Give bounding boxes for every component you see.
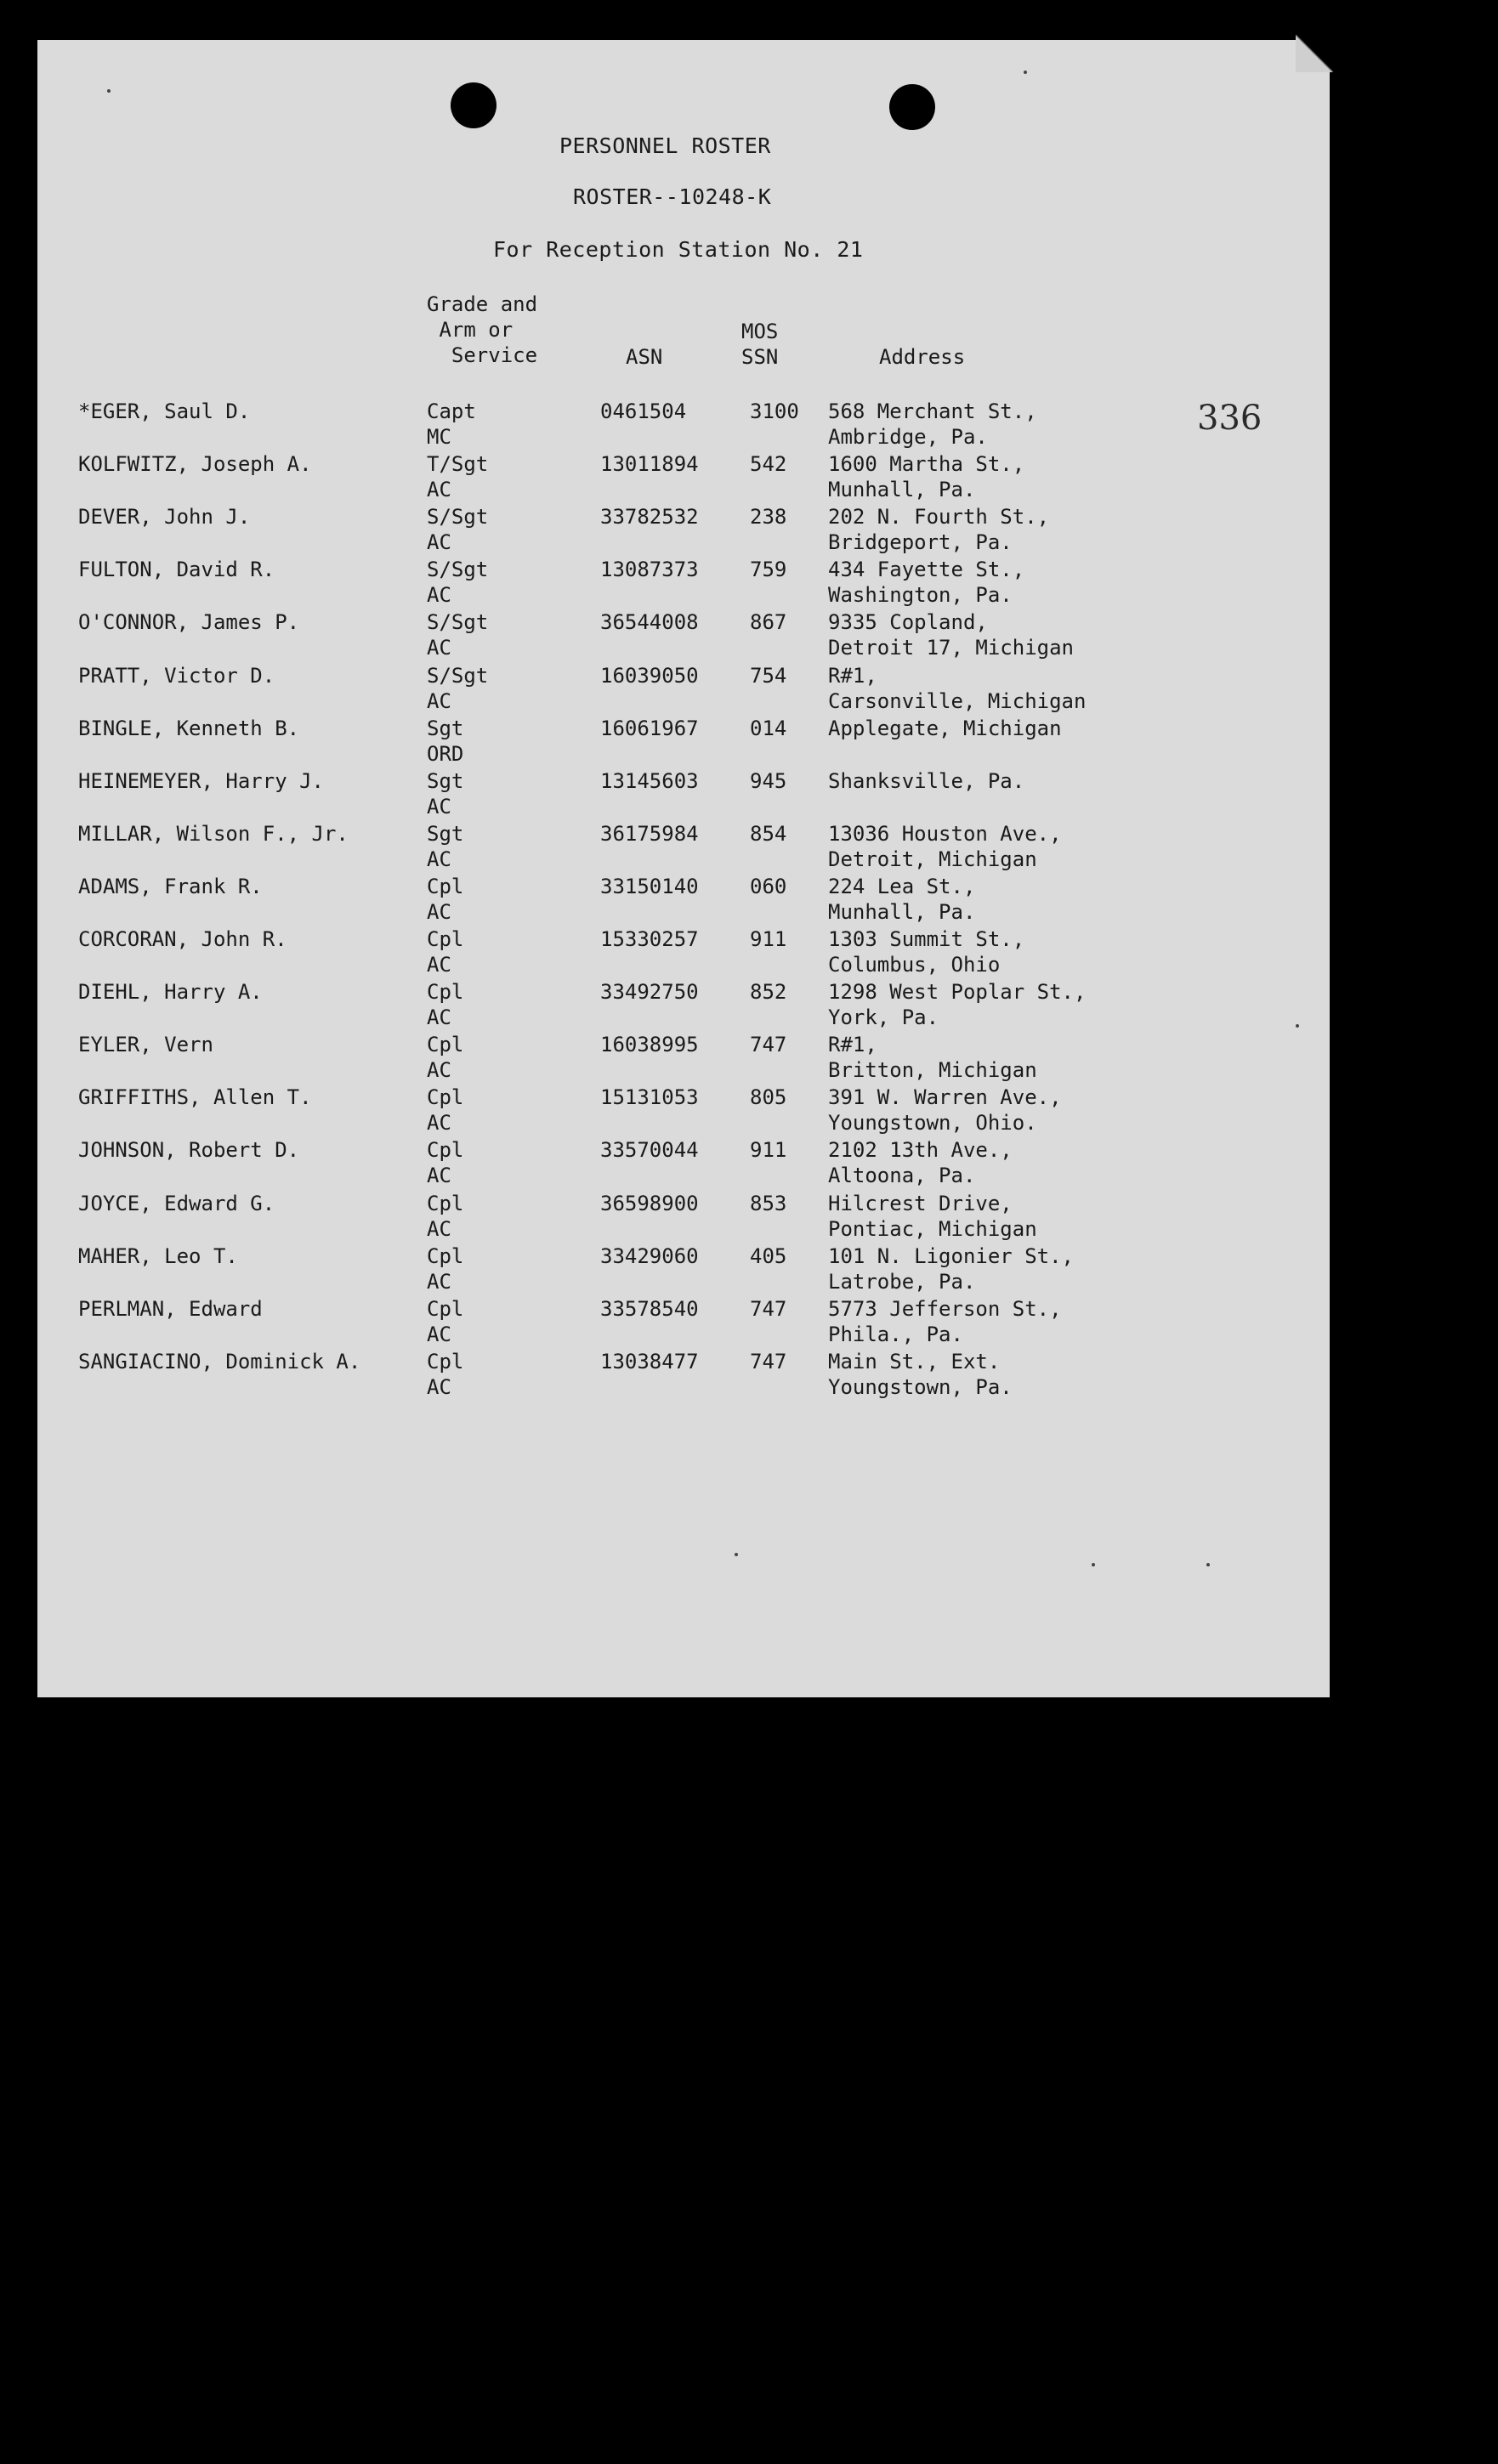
member-address-line1: 202 N. Fourth St., (828, 505, 1050, 530)
table-row (37, 1137, 1330, 1190)
member-address-line1: 5773 Jefferson St., (828, 1296, 1062, 1321)
member-name: BINGLE, Kenneth B. (78, 716, 300, 740)
member-grade: Cpl (427, 1085, 464, 1110)
member-address-line1: Applegate, Michigan (828, 716, 1062, 740)
member-grade: Sgt (427, 821, 464, 846)
member-address-line2: Columbus, Ohio (828, 953, 1001, 977)
member-ssn: 854 (750, 821, 787, 846)
member-address-line1: Hilcrest Drive, (828, 1191, 1013, 1215)
member-asn: 16061967 (600, 716, 699, 740)
table-row (37, 768, 1330, 821)
member-ssn: 747 (750, 1349, 787, 1374)
member-ssn: 747 (750, 1033, 787, 1057)
member-grade: T/Sgt (427, 452, 489, 477)
member-name: PRATT, Victor D. (78, 663, 275, 688)
member-address-line2: Munhall, Pa. (828, 478, 976, 502)
table-row (37, 557, 1330, 609)
member-ssn: 853 (750, 1191, 787, 1215)
member-name: MAHER, Leo T. (78, 1243, 238, 1268)
folded-corner (1296, 35, 1333, 72)
member-asn: 36544008 (600, 610, 699, 635)
member-grade: Cpl (427, 874, 464, 898)
table-row (37, 874, 1330, 926)
member-address-line2: Detroit, Michigan (828, 847, 1037, 871)
member-ssn: 747 (750, 1296, 787, 1321)
member-grade: S/Sgt (427, 558, 489, 582)
table-row (37, 504, 1330, 557)
document-title: PERSONNEL ROSTER (559, 133, 771, 158)
table-row (37, 1243, 1330, 1296)
member-name: HEINEMEYER, Harry J. (78, 768, 324, 793)
member-ssn: 945 (750, 768, 787, 793)
member-address-line2: Ambridge, Pa. (828, 425, 988, 449)
member-ssn: 3100 (750, 399, 799, 423)
member-grade: Sgt (427, 768, 464, 793)
roster-number: ROSTER--10248-K (573, 184, 772, 209)
member-asn: 13087373 (600, 558, 699, 582)
member-name: JOHNSON, Robert D. (78, 1138, 300, 1163)
member-asn: 33492750 (600, 980, 699, 1005)
table-row (37, 1085, 1330, 1137)
member-arm-service: AC (427, 899, 451, 924)
table-row (37, 716, 1330, 768)
member-arm-service: AC (427, 1005, 451, 1030)
member-address-line1: 1298 West Poplar St., (828, 980, 1087, 1005)
member-name: DEVER, John J. (78, 505, 251, 530)
member-address-line1: 2102 13th Ave., (828, 1138, 1013, 1163)
page-number: 336 (1197, 399, 1263, 438)
member-address-line2: Munhall, Pa. (828, 899, 976, 924)
member-address-line2: Youngstown, Pa. (828, 1374, 1013, 1399)
member-arm-service: AC (427, 1322, 451, 1346)
column-header-asn: ASN (626, 345, 663, 369)
member-ssn: 754 (750, 663, 787, 688)
member-name: SANGIACINO, Dominick A. (78, 1349, 361, 1374)
member-address-line2: Carsonville, Michigan (828, 688, 1087, 713)
member-name: MILLAR, Wilson F., Jr. (78, 821, 349, 846)
member-asn: 13011894 (600, 452, 699, 477)
member-grade: S/Sgt (427, 610, 489, 635)
member-ssn: 759 (750, 558, 787, 582)
member-address-line2: Washington, Pa. (828, 583, 1013, 608)
member-ssn: 867 (750, 610, 787, 635)
member-address-line1: 434 Fayette St., (828, 558, 1025, 582)
member-grade: Cpl (427, 1243, 464, 1268)
member-grade: Cpl (427, 1138, 464, 1163)
table-row (37, 609, 1330, 662)
member-arm-service: AC (427, 1216, 451, 1241)
member-address-line1: 224 Lea St., (828, 874, 976, 898)
member-grade: Cpl (427, 1033, 464, 1057)
member-address-line1: 101 N. Ligonier St., (828, 1243, 1074, 1268)
member-ssn: 805 (750, 1085, 787, 1110)
roster-sheet (37, 40, 1330, 1697)
member-grade: Cpl (427, 1296, 464, 1321)
member-ssn: 060 (750, 874, 787, 898)
member-grade: S/Sgt (427, 505, 489, 530)
member-grade: Cpl (427, 1191, 464, 1215)
column-header-mos-ssn: MOS SSN (741, 320, 779, 369)
member-asn: 15131053 (600, 1085, 699, 1110)
member-address-line2: Detroit 17, Michigan (828, 636, 1074, 660)
member-address-line1: Main St., Ext. (828, 1349, 1001, 1374)
member-ssn: 014 (750, 716, 787, 740)
member-asn: 15330257 (600, 927, 699, 951)
member-arm-service: ORD (427, 741, 464, 766)
column-header-address: Address (879, 345, 966, 369)
member-asn: 33150140 (600, 874, 699, 898)
member-asn: 13145603 (600, 768, 699, 793)
member-address-line1: R#1, (828, 663, 877, 688)
member-arm-service: AC (427, 1058, 451, 1083)
table-row (37, 1191, 1330, 1243)
member-arm-service: AC (427, 636, 451, 660)
member-address-line1: 1600 Martha St., (828, 452, 1025, 477)
member-name: EYLER, Vern (78, 1033, 213, 1057)
member-name: FULTON, David R. (78, 558, 275, 582)
table-row (37, 1032, 1330, 1085)
member-arm-service: AC (427, 478, 451, 502)
member-grade: Cpl (427, 927, 464, 951)
member-address-line1: 568 Merchant St., (828, 399, 1037, 423)
member-name: ADAMS, Frank R. (78, 874, 263, 898)
member-arm-service: AC (427, 1111, 451, 1136)
member-address-line1: Shanksville, Pa. (828, 768, 1025, 793)
member-arm-service: AC (427, 583, 451, 608)
member-address-line2: Phila., Pa. (828, 1322, 963, 1346)
member-asn: 33429060 (600, 1243, 699, 1268)
member-arm-service: AC (427, 1269, 451, 1294)
member-ssn: 542 (750, 452, 787, 477)
member-address-line2: Britton, Michigan (828, 1058, 1037, 1083)
member-name: PERLMAN, Edward (78, 1296, 263, 1321)
member-address-line1: 9335 Copland, (828, 610, 988, 635)
member-ssn: 911 (750, 927, 787, 951)
member-address-line2: Bridgeport, Pa. (828, 530, 1013, 555)
member-asn: 33570044 (600, 1138, 699, 1163)
column-header-grade: Grade and Arm or Service (427, 292, 538, 367)
member-address-line1: 1303 Summit St., (828, 927, 1025, 951)
member-address-line2: Latrobe, Pa. (828, 1269, 976, 1294)
punch-hole-right (889, 84, 935, 130)
table-row (37, 451, 1330, 504)
member-asn: 0461504 (600, 399, 687, 423)
table-row (37, 926, 1330, 979)
member-name: *EGER, Saul D. (78, 399, 251, 423)
member-arm-service: AC (427, 530, 451, 555)
member-address-line2: York, Pa. (828, 1005, 939, 1030)
member-arm-service: AC (427, 794, 451, 819)
punch-hole-left (451, 82, 496, 128)
member-asn: 36598900 (600, 1191, 699, 1215)
member-ssn: 405 (750, 1243, 787, 1268)
member-name: CORCORAN, John R. (78, 927, 287, 951)
station-line: For Reception Station No. 21 (493, 237, 864, 262)
member-arm-service: AC (427, 688, 451, 713)
member-name: O'CONNOR, James P. (78, 610, 300, 635)
member-asn: 36175984 (600, 821, 699, 846)
member-ssn: 911 (750, 1138, 787, 1163)
member-grade: Sgt (427, 716, 464, 740)
member-arm-service: AC (427, 847, 451, 871)
table-row (37, 1349, 1330, 1402)
member-address-line2: Youngstown, Ohio. (828, 1111, 1037, 1136)
member-address-line1: 391 W. Warren Ave., (828, 1085, 1062, 1110)
member-address-line1: 13036 Houston Ave., (828, 821, 1062, 846)
member-grade: Cpl (427, 980, 464, 1005)
table-row (37, 399, 1330, 451)
member-ssn: 238 (750, 505, 787, 530)
table-row (37, 663, 1330, 716)
table-row (37, 821, 1330, 874)
table-row (37, 1296, 1330, 1349)
member-asn: 13038477 (600, 1349, 699, 1374)
member-address-line2: Pontiac, Michigan (828, 1216, 1037, 1241)
member-address-line1: R#1, (828, 1033, 877, 1057)
member-arm-service: AC (427, 1164, 451, 1188)
member-arm-service: AC (427, 1374, 451, 1399)
member-address-line2: Altoona, Pa. (828, 1164, 976, 1188)
member-asn: 33578540 (600, 1296, 699, 1321)
member-grade: S/Sgt (427, 663, 489, 688)
member-asn: 16038995 (600, 1033, 699, 1057)
member-name: DIEHL, Harry A. (78, 980, 263, 1005)
table-row (37, 979, 1330, 1032)
member-ssn: 852 (750, 980, 787, 1005)
member-asn: 33782532 (600, 505, 699, 530)
member-grade: Cpl (427, 1349, 464, 1374)
member-arm-service: AC (427, 953, 451, 977)
member-arm-service: MC (427, 425, 451, 449)
member-name: JOYCE, Edward G. (78, 1191, 275, 1215)
member-asn: 16039050 (600, 663, 699, 688)
member-grade: Capt (427, 399, 476, 423)
member-name: GRIFFITHS, Allen T. (78, 1085, 312, 1110)
member-name: KOLFWITZ, Joseph A. (78, 452, 312, 477)
